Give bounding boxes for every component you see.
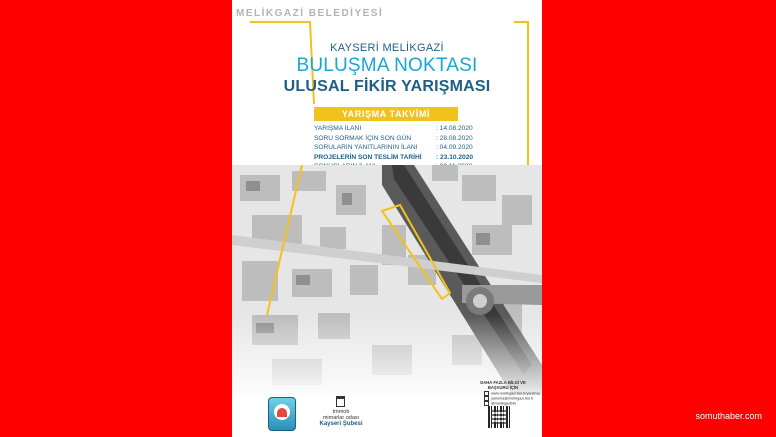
- info-email-text: yarisma@melikgazi.bel.tr: [491, 396, 534, 401]
- schedule-date: : 23.10.2020: [436, 153, 474, 161]
- schedule-heading: YARIŞMA TAKVİMİ: [314, 107, 458, 121]
- title-line-2: ULUSAL FİKİR YARIŞMASI: [283, 78, 491, 95]
- schedule-date: : 04.09.2020: [436, 144, 473, 151]
- melikgazi-logo: [268, 397, 296, 431]
- schedule-date: : 28.08.2020: [436, 134, 473, 142]
- tmmob-line-2: mimarlar odası: [322, 415, 360, 421]
- schedule-date: : 14.08.2020: [436, 125, 473, 132]
- schedule-row: [314, 143, 494, 153]
- subtitle: KAYSERİ MELİKGAZİ: [330, 42, 444, 54]
- schedule-row: [314, 124, 494, 134]
- schedule-label: YARIŞMA İLANI: [314, 125, 362, 132]
- qr-code: [488, 406, 510, 428]
- schedule-row: [314, 134, 494, 144]
- watermark: somuthaber.com: [695, 411, 762, 421]
- info-heading-line-2: BAŞVURU İÇİN: [487, 385, 519, 390]
- competition-poster: [232, 0, 542, 437]
- tmmob-line-1: tmmob: [332, 409, 350, 415]
- info-heading: [478, 380, 528, 390]
- aerial-map: [232, 165, 542, 395]
- info-heading-line-1: DAHA FAZLA BİLGİ VE: [480, 380, 526, 385]
- title-line-1: BULUŞMA NOKTASI: [296, 55, 478, 76]
- schedule-row: [314, 153, 494, 163]
- schedule-label: PROJELERİN SON TESLİM TARİHİ: [314, 153, 422, 161]
- municipality-name: MELİKGAZİ BELEDİYESİ: [236, 8, 384, 19]
- info-website-text: www.melikgazi.bel.tr/yarisma: [491, 391, 540, 396]
- schedule-label: SORU SORMAK İÇİN SON GÜN: [314, 134, 412, 142]
- tmmob-line-3: Kayseri Şubesi: [319, 421, 363, 427]
- schedule-label: SORULARIN YANITLARININ İLANI: [314, 144, 418, 151]
- tmmob-logo-icon: [336, 396, 345, 407]
- info-social-text: @melikgazibld: [491, 401, 516, 406]
